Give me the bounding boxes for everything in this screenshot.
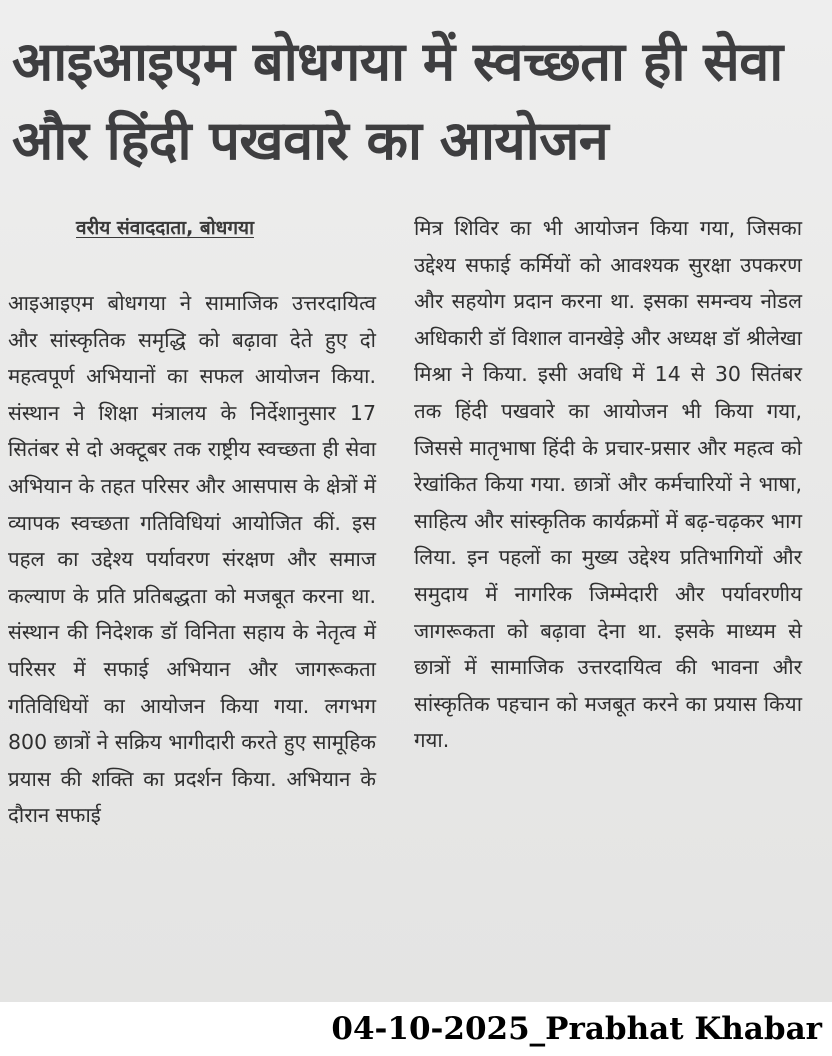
article-headline: आइआइएम बोधगया में स्वच्छता ही सेवा और हिंदी पखवारे का आयोजन [12, 30, 783, 172]
source-date-caption: 04-10-2025_Prabhat Khabar [331, 1011, 822, 1047]
article-column-right: मित्र शिविर का भी आयोजन किया गया, जिसका उद्देश्य सफाई कर्मियों को आवश्यक सुरक्षा उपकरण और सहयोग प्रदान करना था. इसका समन्वय नोडल अधिकारी डॉ विशाल वानखेड़े और अध्यक्ष डॉ श्रीलेखा मिश्रा ने किया. इसी अवधि में 14 से 30 सितंबर तक हिंदी पखवारे का आयोजन भी किया गया, जिससे मातृभाषा हिंदी के प्रचार-प्रसार और महत्व को रेखांकित किया गया. छात्रों और कर्मचारियों ने भाषा, साहित्य और सांस्कृतिक कार्यक्रमों में बढ़-चढ़कर भाग लिया. इन पहलों का मुख्य उद्देश्य प्रतिभागियों और समुदाय में नागरिक जिम्मेदारी और पर्यावरणीय जागरूकता को बढ़ावा देना था. इसके माध्यम से छात्रों में सामाजिक उत्तरदायित्व की भावना और सांस्कृतिक पहचान को मजबूत करने का प्रयास किया गया. [414, 216, 802, 753]
article-column-left: आइआइएम बोधगया ने सामाजिक उत्तरदायित्व और सांस्कृतिक समृद्धि को बढ़ावा देते हुए दो महत्वपूर्ण अभियानों का सफल आयोजन किया. संस्थान ने शिक्षा मंत्रालय के निर्देशानुसार 17 सितंबर से दो अक्टूबर तक राष्ट्रीय स्वच्छता ही सेवा अभियान के तहत परिसर और आसपास के क्षेत्रों में व्यापक स्वच्छता गतिविधियां आयोजित कीं. इस पहल का उद्देश्य पर्यावरण संरक्षण और समाज कल्याण के प्रति प्रतिबद्धता को मजबूत करना था. संस्थान की निदेशक डॉ विनिता सहाय के नेतृत्व में परिसर में सफाई अभियान और जागरूकता गतिविधियों का आयोजन किया गया. लगभग 800 छात्रों ने सक्रिय भागीदारी करते हुए सामूहिक प्रयास की शक्ति का प्रदर्शन किया. अभियान के दौरान सफाई [8, 291, 376, 828]
article-byline: वरीय संवाददाता, बोधगया [76, 217, 254, 239]
